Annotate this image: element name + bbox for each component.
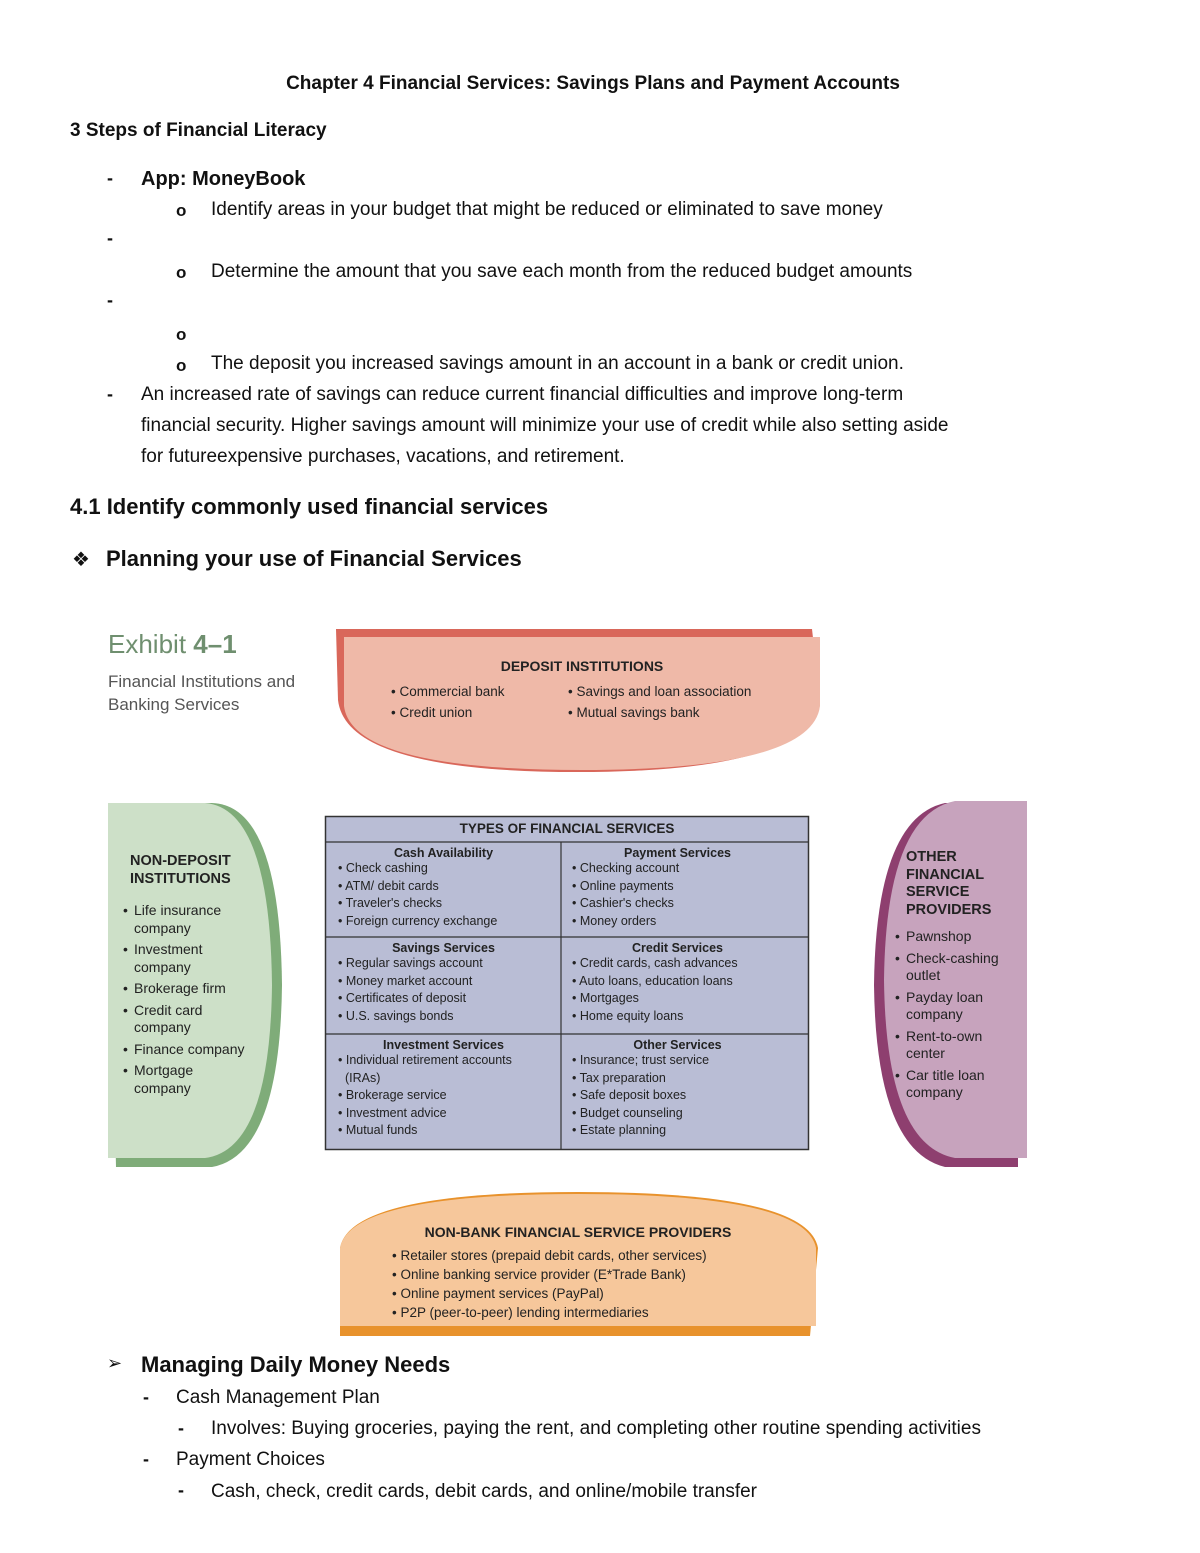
dash-bullet: - <box>178 1418 184 1438</box>
bullet-icon: • <box>123 902 128 918</box>
diamond-bullet-icon: ❖ <box>72 549 90 571</box>
exhibit-label <box>108 629 237 660</box>
list-item-text: Check-cashing outlet <box>906 949 999 983</box>
dash-bullet: - <box>107 228 113 248</box>
service-cell-title: Cash Availability <box>393 846 494 860</box>
list-item-text: Brokerage firm <box>134 980 226 996</box>
non-deposit-list <box>123 902 253 1101</box>
service-item: • Credit cards, cash advances <box>572 956 738 970</box>
dash-bullet: - <box>107 168 113 188</box>
service-cell-title: Credit Services <box>631 941 724 955</box>
bullet-icon: • <box>123 1040 128 1057</box>
service-item: • Auto loans, education loans <box>572 973 733 988</box>
service-item: • Brokerage service <box>338 1088 447 1102</box>
service-cell <box>572 1038 795 1140</box>
deposit-item: • Savings and loan association <box>568 684 752 699</box>
non-bank-item: • Online banking service provider (E*Trade Bank) <box>392 1267 686 1282</box>
managing-item: Cash Management Plan <box>176 1387 380 1408</box>
list-item-text: Life insurance company <box>134 902 222 936</box>
deposit-item: • Credit union <box>391 705 473 720</box>
list-item <box>123 902 253 937</box>
bullet-icon: • <box>123 1062 128 1078</box>
list-item <box>123 941 253 976</box>
dash-bullet: - <box>107 384 113 404</box>
document-title: Chapter 4 Financial Services: Savings Plans and Payment Accounts <box>286 73 900 94</box>
circle-bullet-icon: o <box>176 263 187 282</box>
bullet-icon: • <box>895 1066 900 1083</box>
non-bank-item: • P2P (peer-to-peer) lending intermediaries <box>392 1305 649 1320</box>
dash-bullet: - <box>143 1449 149 1469</box>
service-item: • Regular savings account <box>338 956 483 970</box>
service-cell <box>338 1038 561 1140</box>
dash-bullet: - <box>178 1480 184 1500</box>
non-bank-item: • Retailer stores (prepaid debit cards, other services) <box>392 1248 707 1263</box>
service-cell-title: Investment Services <box>383 1038 504 1052</box>
deposit-title: DEPOSIT INSTITUTIONS <box>500 658 664 674</box>
service-item: • Checking account <box>572 861 680 875</box>
service-item: • Money orders <box>572 913 657 928</box>
service-item: • Online payments <box>572 878 674 893</box>
subsection-heading: Planning your use of Financial Services <box>106 546 522 571</box>
service-item: (IRAs) <box>338 1070 381 1085</box>
bullet-icon: • <box>895 988 900 1005</box>
list-item <box>895 1028 1020 1063</box>
circle-bullet-icon: o <box>176 356 187 375</box>
service-item: • Tax preparation <box>572 1070 666 1085</box>
list-item <box>123 1062 253 1097</box>
app-line: App: MoneyBook <box>141 168 306 190</box>
list-item <box>123 980 253 998</box>
service-item: • Foreign currency exchange <box>338 913 498 928</box>
list-item <box>123 1002 253 1037</box>
circle-bullet-icon: o <box>176 201 187 220</box>
list-item-text: Car title loan company <box>906 1066 985 1100</box>
service-item: • Money market account <box>338 973 473 988</box>
service-item: • Check cashing <box>338 861 428 875</box>
service-item: • Estate planning <box>572 1123 667 1137</box>
service-cell-title: Savings Services <box>392 941 495 955</box>
deposit-shape <box>344 637 820 770</box>
service-item: • Home equity loans <box>572 1008 684 1023</box>
service-cell <box>338 941 561 1025</box>
list-item-text: Mortgage company <box>134 1062 194 1096</box>
service-cell <box>338 846 561 930</box>
circle-bullet-icon: o <box>176 325 187 344</box>
exhibit-number: 4–1 <box>193 629 237 659</box>
list-item <box>895 1067 1020 1102</box>
bullet-icon: • <box>895 928 900 944</box>
service-item: • Mortgages <box>572 991 639 1005</box>
non-deposit-title: NON-DEPOSIT INSTITUTIONS <box>130 853 231 887</box>
dash-bullet: - <box>107 290 113 310</box>
paragraph-line: for futureexpensive purchases, vacations, and retirement. <box>141 446 625 467</box>
exhibit-label-text: Exhibit <box>108 629 187 659</box>
service-cell-title: Other Services <box>633 1038 722 1052</box>
list-item <box>895 989 1020 1024</box>
list-item-text: Credit card company <box>134 1001 203 1035</box>
types-title: TYPES OF FINANCIAL SERVICES <box>459 821 675 836</box>
other-list <box>895 928 1020 1106</box>
list-item-text: Pawnshop <box>906 928 972 944</box>
service-item: • Insurance; trust service <box>572 1053 710 1067</box>
list-item-text: Rent-to-own center <box>906 1027 983 1061</box>
service-item: • Individual retirement accounts <box>338 1053 512 1067</box>
service-item: • Investment advice <box>338 1105 447 1120</box>
managing-item: Payment Choices <box>176 1449 325 1470</box>
service-item: • Certificates of deposit <box>338 991 467 1005</box>
exhibit-subtitle: Financial Institutions and Banking Services <box>108 672 296 714</box>
steps-heading: 3 Steps of Financial Literacy <box>70 120 327 141</box>
other-title: OTHER FINANCIAL SERVICE PROVIDERS <box>906 849 992 918</box>
non-bank-title: NON-BANK FINANCIAL SERVICE PROVIDERS <box>424 1224 732 1240</box>
step-item: Determine the amount that you save each month from the reduced budget amounts <box>211 261 913 282</box>
service-cell <box>572 846 795 930</box>
section-heading: 4.1 Identify commonly used financial services <box>70 494 549 519</box>
service-cell <box>572 941 795 1025</box>
paragraph-line: financial security. Higher savings amount will minimize your use of credit while also setting aside <box>141 415 949 436</box>
service-item: • Mutual funds <box>338 1123 418 1137</box>
list-item <box>895 950 1020 985</box>
bullet-icon: • <box>123 941 128 957</box>
list-item-text: Finance company <box>134 1040 245 1057</box>
service-item: • ATM/ debit cards <box>338 878 439 893</box>
managing-subitem: Involves: Buying groceries, paying the rent, and completing other routine spending activities <box>211 1418 981 1439</box>
list-item-text: Payday loan company <box>906 988 984 1022</box>
managing-heading: Managing Daily Money Needs <box>141 1352 451 1377</box>
list-item <box>895 928 1020 946</box>
service-cell-title: Payment Services <box>623 846 731 860</box>
non-bank-item: • Online payment services (PayPal) <box>392 1286 604 1301</box>
arrow-bullet-icon: ➢ <box>107 1353 123 1373</box>
bullet-icon: • <box>895 1027 900 1044</box>
deposit-item: • Mutual savings bank <box>568 705 700 720</box>
service-item: • U.S. savings bonds <box>338 1008 454 1023</box>
step-item: The deposit you increased savings amount in an account in a bank or credit union. <box>211 353 904 374</box>
service-item: • Cashier's checks <box>572 896 674 910</box>
list-item-text: Investment company <box>134 941 203 975</box>
step-item: Identify areas in your budget that might be reduced or eliminated to save money <box>211 199 883 220</box>
service-item: • Traveler's checks <box>338 896 443 910</box>
bullet-icon: • <box>123 980 128 996</box>
dash-bullet: - <box>143 1387 149 1407</box>
list-item <box>123 1041 253 1059</box>
bullet-icon: • <box>895 949 900 966</box>
deposit-item: • Commercial bank <box>391 684 505 699</box>
paragraph-line: An increased rate of savings can reduce current financial difficulties and improve long-term <box>141 384 904 405</box>
service-item: • Safe deposit boxes <box>572 1088 687 1102</box>
managing-subitem: Cash, check, credit cards, debit cards, and online/mobile transfer <box>211 1481 757 1502</box>
bullet-icon: • <box>123 1001 128 1018</box>
service-item: • Budget counseling <box>572 1105 683 1120</box>
